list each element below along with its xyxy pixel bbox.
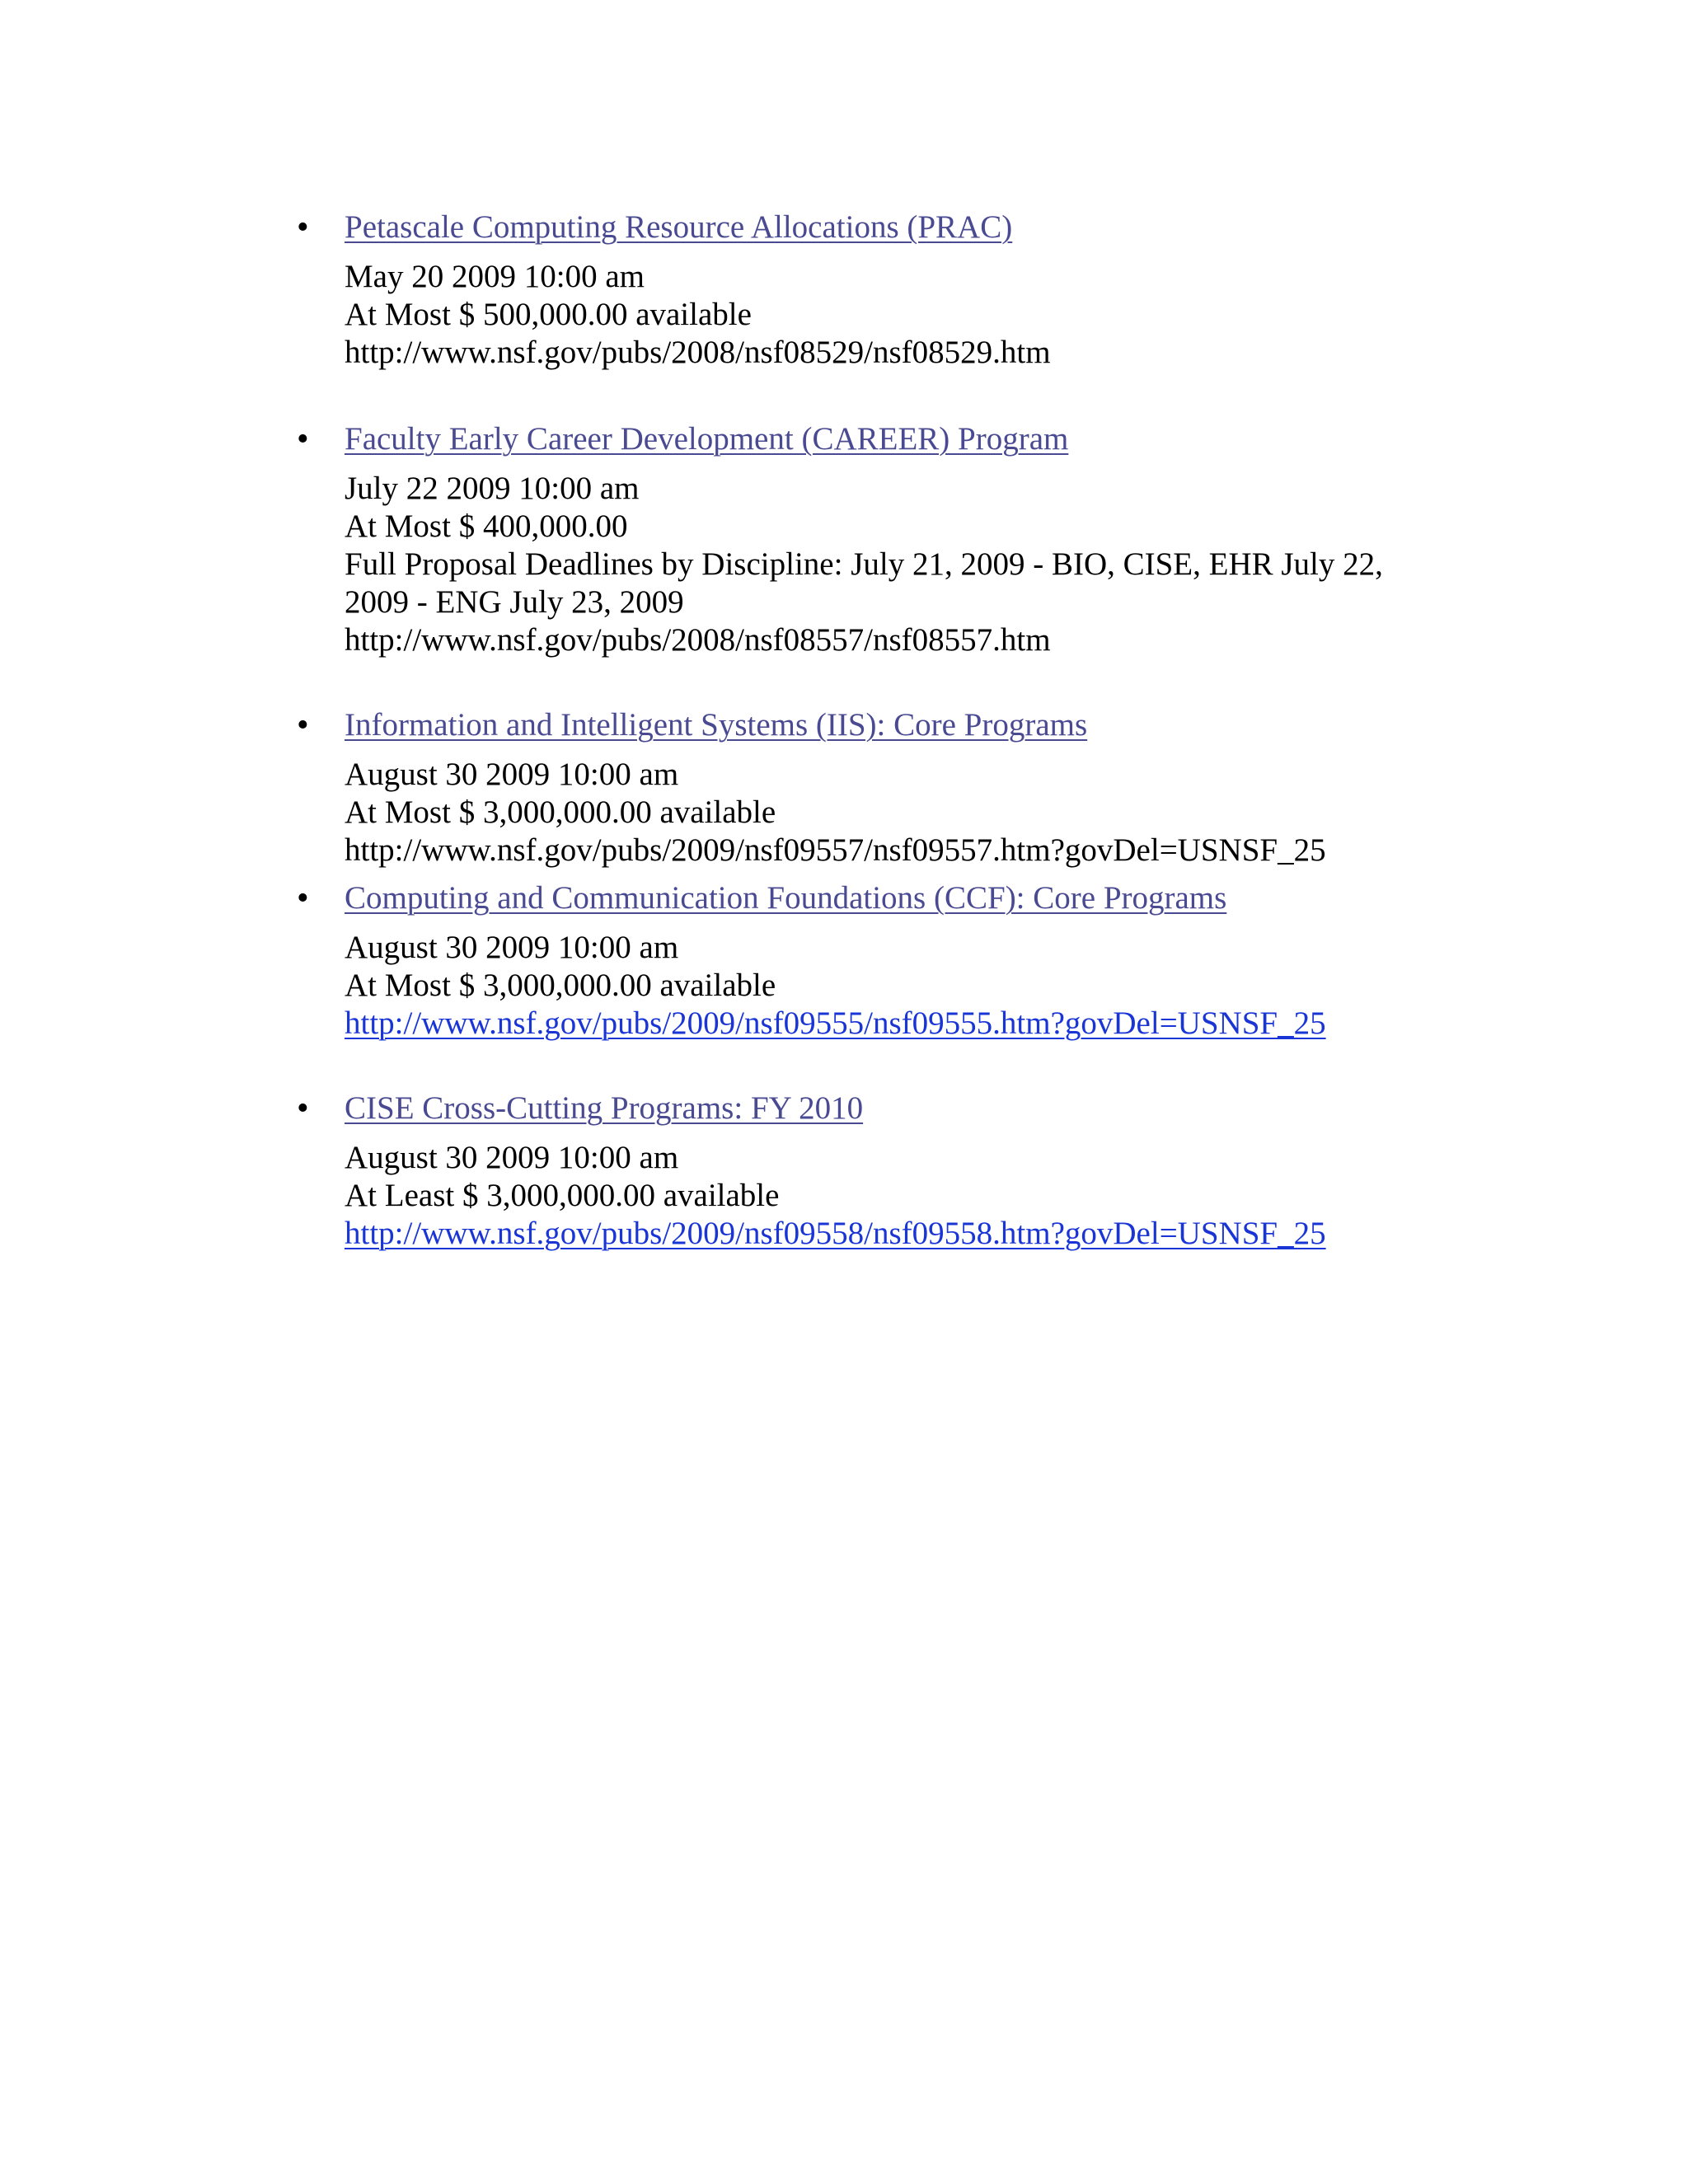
program-date: July 22 2009 10:00 am xyxy=(345,471,640,506)
program-deadline-note: Full Proposal Deadlines by Discipline: July 21, 2009 - BIO, CISE, EHR July 22, 2009 - ENG July 23, 2009 xyxy=(345,546,1383,620)
program-amount: At Most $ 500,000.00 available xyxy=(345,297,752,332)
program-amount: At Most $ 3,000,000.00 available xyxy=(345,794,776,830)
program-url: http://www.nsf.gov/pubs/2008/nsf08529/nsf08529.htm xyxy=(345,335,1051,370)
program-content xyxy=(345,1090,1432,1253)
program-date: August 30 2009 10:00 am xyxy=(345,1140,679,1175)
program-amount: At Most $ 3,000,000.00 available xyxy=(345,968,776,1003)
program-content xyxy=(345,706,1432,869)
program-date: May 20 2009 10:00 am xyxy=(345,259,645,294)
program-content xyxy=(345,420,1432,659)
program-content xyxy=(345,879,1432,1043)
program-title-link[interactable]: Information and Intelligent Systems (IIS): Core Programs xyxy=(345,707,1088,743)
program-title-link[interactable]: Computing and Communication Foundations (CCF): Core Programs xyxy=(345,880,1227,916)
bullet-icon: • xyxy=(297,420,309,458)
bullet-icon: • xyxy=(297,1090,309,1127)
program-url-link[interactable]: http://www.nsf.gov/pubs/2009/nsf09558/nsf09558.htm?govDel=USNSF_25 xyxy=(345,1216,1326,1251)
bullet-icon: • xyxy=(297,706,309,744)
program-url-line xyxy=(345,1215,1432,1253)
program-details xyxy=(345,258,1432,372)
program-url-line xyxy=(345,1005,1432,1043)
program-date: August 30 2009 10:00 am xyxy=(345,930,679,965)
program-title-link[interactable]: CISE Cross-Cutting Programs: FY 2010 xyxy=(345,1090,864,1126)
bullet-icon: • xyxy=(297,879,309,917)
program-url: http://www.nsf.gov/pubs/2008/nsf08557/nsf08557.htm xyxy=(345,622,1051,658)
program-date: August 30 2009 10:00 am xyxy=(345,757,679,792)
program-amount: At Least $ 3,000,000.00 available xyxy=(345,1178,780,1213)
program-details xyxy=(345,929,1432,1043)
bullet-icon: • xyxy=(297,209,309,246)
program-url: http://www.nsf.gov/pubs/2009/nsf09557/nsf09557.htm?govDel=USNSF_25 xyxy=(345,832,1326,868)
program-details xyxy=(345,1139,1432,1253)
program-details xyxy=(345,756,1432,869)
program-title-link[interactable]: Faculty Early Career Development (CAREER) Program xyxy=(345,421,1069,457)
program-amount: At Most $ 400,000.00 xyxy=(345,509,628,544)
program-title-link[interactable]: Petascale Computing Resource Allocations (PRAC) xyxy=(345,209,1013,245)
program-content xyxy=(345,209,1432,372)
program-url-link[interactable]: http://www.nsf.gov/pubs/2009/nsf09555/nsf09555.htm?govDel=USNSF_25 xyxy=(345,1005,1326,1041)
program-details xyxy=(345,470,1432,659)
